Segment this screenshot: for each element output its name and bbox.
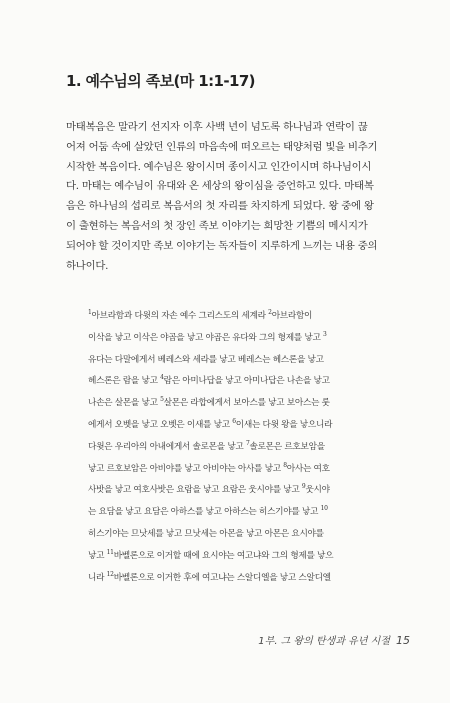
scripture-line (88, 459, 378, 481)
verse-text: 바벨론으로 이거할 때에 요시야는 여고냐와 그의 형제를 낳으 (113, 550, 334, 561)
verse-text: 유다는 다말에게서 베레스와 세라를 낳고 베레스는 헤스론을 낳고 (88, 354, 324, 365)
verse-text: 낳고 (88, 550, 107, 561)
intro-line: 되어야 할 것이지만 족보 이야기는 독자들이 지루하게 느끼는 내용 중의 (66, 239, 378, 252)
verse-text: 다윗은 우리아의 아내에게서 솔로몬을 낳고 (88, 441, 246, 452)
verse-text: 나손은 살몬을 낳고 (88, 398, 161, 409)
scripture-line (88, 415, 378, 437)
verse-number: 2 (268, 309, 272, 316)
verse-text: 이새는 다윗 왕을 낳으니라 (235, 419, 333, 430)
scripture-line (88, 371, 378, 393)
verse-text: 히스기야는 므낫세를 낳고 므낫세는 아몬을 낳고 아몬은 요시야를 (88, 528, 324, 539)
verse-text: 아브라함과 다윗의 자손 예수 그리스도의 세계라 (91, 311, 269, 321)
verse-number: 8 (283, 461, 287, 469)
scripture-line (88, 306, 378, 328)
verse-number: 6 (232, 417, 236, 425)
verse-text: 는 요담을 낳고 요담은 아하스를 낳고 아하스는 히스기야를 낳고 (88, 507, 321, 518)
verse-text: 니라 (88, 572, 107, 583)
scripture-quote (88, 306, 378, 589)
scripture-line (88, 524, 378, 546)
verse-number: 5 (160, 396, 164, 404)
verse-number: 12 (106, 570, 114, 578)
intro-line: 이 출현하는 복음서의 첫 장인 족보 이야기는 희망찬 기쁨의 메시지가 (66, 219, 368, 232)
verse-text: 바벨론으로 이거한 후에 여고냐는 스알디엘을 낳고 스알디엘 (113, 572, 331, 583)
scripture-line (88, 437, 378, 459)
verse-text: 낳고 르호보암은 아비야를 낳고 아비야는 아사를 낳고 (88, 463, 284, 474)
section-heading: 1. 예수님의 족보(마 1:1-17) (66, 72, 255, 90)
page-number: 15 (396, 634, 410, 647)
intro-line: 어져 어둠 속에 살았던 인류의 마음속에 떠오르는 태양처럼 빛을 비추기 (66, 140, 378, 153)
verse-number: 7 (245, 439, 250, 447)
verse-text: 아사는 여호 (286, 463, 330, 474)
verse-number: 10 (320, 505, 328, 513)
verse-number: 9 (301, 483, 306, 491)
running-head: 1부. 그 왕의 탄생과 유년 시절 (258, 636, 390, 647)
scripture-line (88, 568, 378, 590)
scripture-line (88, 350, 378, 372)
verse-number: 3 (323, 330, 327, 338)
verse-number: 11 (106, 548, 114, 556)
verse-text: 에게서 오벳을 낳고 오벳은 이새를 낳고 (88, 419, 233, 430)
intro-line: 마태복음은 말라기 선지자 이후 사백 년이 넘도록 하나님과 연락이 끊 (66, 121, 368, 133)
intro-line: 하나이다. (66, 259, 109, 272)
verse-text: 헤스론은 람을 낳고 (88, 376, 161, 387)
verse-number: 4 (160, 374, 164, 382)
verse-text: 아브라함이 (271, 311, 313, 321)
scripture-line (88, 546, 378, 568)
verse-text: 람은 아미나답을 낳고 아미나답은 나손을 낳고 (163, 376, 330, 387)
verse-text: 사밧을 낳고 여호사밧은 요람을 낳고 요람은 웃시야를 낳고 (88, 485, 302, 496)
intro-line: 음은 하나님의 섭리로 복음서의 첫 자리를 차지하게 되었다. 왕 중에 왕 (66, 200, 374, 213)
intro-line: 시작한 복음이다. 예수님은 왕이시며 종이시고 인간이시며 하나님이시 (66, 160, 372, 173)
page-footer (240, 632, 410, 648)
scripture-line (88, 480, 378, 502)
scripture-line (88, 502, 378, 524)
scripture-line (88, 328, 378, 350)
verse-number: 1 (88, 309, 92, 316)
intro-line: 다. 마태는 예수님이 유대와 온 세상의 왕이심을 증언하고 있다. 마태복 (66, 180, 374, 193)
intro-paragraph (66, 118, 394, 276)
verse-text: 솔로몬은 르호보암을 (249, 441, 325, 452)
scripture-line (88, 393, 378, 415)
verse-text: 웃시야 (305, 485, 330, 496)
verse-text: 이삭을 낳고 이삭은 야곱을 낳고 야곱은 유다와 그의 형제를 낳고 (88, 332, 324, 343)
verse-text: 살몬은 라합에게서 보아스를 낳고 보아스는 룻 (163, 398, 330, 409)
